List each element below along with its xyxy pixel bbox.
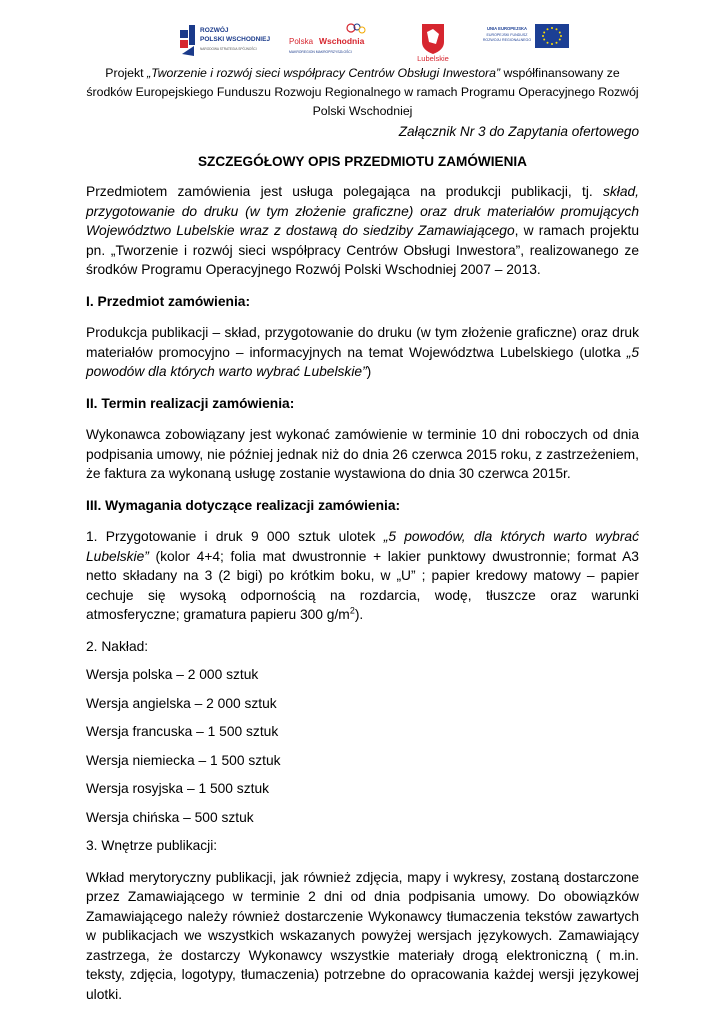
project-header [85,64,640,121]
section1-text-a: Produkcja publikacji – skład, przygotowanie do druku (w tym złożenie graficzne) oraz druk materiałów promocyjno – informacyjnych na temat Województwa Lubelskiego (ulotka [86,325,639,360]
pw-brand-b: Wschodnia [319,36,365,46]
header-prefix: Projekt [105,66,147,80]
eu-line1: UNIA EUROPEJSKA [486,26,528,31]
annex-label: Załącznik Nr 3 do Zapytania ofertowego [398,124,639,139]
rpw-line1: ROZWÓJ [200,27,229,34]
polska-wschodnia-logo [289,22,377,64]
lub-name: Lubelskie [417,54,449,62]
section1-text-c: ) [366,364,372,379]
header-suffix: współfinansowany ze środków Europejskiego Funduszu Rozwoju Regionalnego w ramach Programu Operacyjnego Rozwój Polski Wschodniej [86,66,639,118]
eu-line3: ROZWOJU REGIONALNEGO [482,38,532,42]
section3-p4: Wkład merytoryczny publikacji, jak również zdjęcia, mapy i wykresy, zostaną dostarczone przez Zamawiającego w terminie 2 dni od dnia podpisania umowy. Do obowiązków Zamawiającego należy również dostarczenie Wykonawcy tłumaczenia tekstów zawartych w publikacjach we wszystkich wskazanych powyżej wersjach językowych. Zamawiający zastrzega, że dostarczy Wykonawcy wszystkie materiały drogą elektroniczną ( m.in. teksty, zdjęcia, logotypy, tłumaczenia) potrzebne do opracowania każdej wersji językowej ulotki. [86,869,639,1002]
list-item: Wersja angielska – 2 000 sztuk [86,695,277,711]
document-body [86,182,639,1004]
list-item: Wersja rosyjska – 1 500 sztuk [86,781,270,796]
intro-b: skład, przygotowanie do druku (w tym złożenie graficzne) oraz druk materiałów promujących Województwo Lubelskie wraz z dostawą do siedziby Zamawiającego [86,184,639,238]
section3-p1 [86,527,639,625]
rpw-line2: POLSKI WSCHODNIEJ [200,36,271,43]
s3-p1-a: 1. Przygotowanie i druk 9 000 sztuk ulotek [86,529,384,544]
rozwoj-polski-wschodniej-logo [180,22,275,64]
header-project-name: „Tworzenie i rozwój sieci współpracy Centrów Obsługi Inwestora” [146,66,501,80]
list-item: Wersja polska – 2 000 sztuk [86,667,259,682]
section3-p2: 2. Nakład: [86,638,149,654]
s3-p1-sup: 2 [349,605,355,616]
s3-p1-b: „5 powodów, dla których warto wybrać Lubelskie” [86,529,639,564]
section2-heading: II. Termin realizacji zamówienia: [86,395,295,411]
section1-text [86,323,639,382]
eu-line2: EUROPEJSKI FUNDUSZ [486,33,528,37]
section1-text-b: „5 powodów dla których warto wybrać Lubelskie” [86,344,639,379]
list-item: Wersja niemiecka – 1 500 sztuk [86,752,281,768]
section3-heading: III. Wymagania dotyczące realizacji zamówienia: [86,497,401,513]
s3-p1-c: (kolor 4+4; folia mat dwustronnie + lakier punktowy dwustronnie; format A3 netto składany na 3 (2 bigi) po krótkim boku, w „U” ; papier kredowy matowy – papier cechuje się wysoką odpornością na rozdarcia, wodę, tłuszcze oraz warunki atmosferyczne; gramatura papieru 300 g/m [86,548,639,622]
section1-heading: I. Przedmiot zamówienia: [86,293,251,309]
lubelskie-logo [412,22,454,64]
rpw-line3: NARODOWA STRATEGIA SPÓJNOŚCI [200,47,257,51]
s3-p1-end: ). [354,607,364,622]
document-title: SZCZEGÓŁOWY OPIS PRZEDMIOTU ZAMÓWIENIA [197,154,528,169]
intro-paragraph [86,182,639,280]
section2-text: Wykonawca zobowiązany jest wykonać zamówienie w terminie 10 dni roboczych od dnia podpisania umowy, nie później jednak niż do dnia 26 czerwca 2015 roku, z zastrzeżeniem, że faktura za wykonaną usługę zostanie wystawiona do dnia 30 czerwca 2015r. [86,427,639,481]
versions-list [86,665,639,827]
pw-tagline: MAKROREGION MAKROPRZYSZŁOŚCI [289,50,352,54]
list-item: Wersja chińska – 500 sztuk [86,809,254,825]
list-item: Wersja francuska – 1 500 sztuk [86,724,279,739]
logo-bar [0,22,725,64]
intro-c: , w ramach projektu pn. „Tworzenie i rozwój sieci współpracy Centrów Obsługi Inwestora”, realizowanego ze środków Programu Operacyjnego Rozwój Polski Wschodniej 2007 – 2013. [86,223,639,277]
section3-p3: 3. Wnętrze publikacji: [86,838,218,853]
eu-logo [482,22,572,64]
intro-a: Przedmiotem zamówienia jest usługa polegająca na produkcji publikacji, tj. [86,184,603,199]
pw-brand-a: Polska [289,37,314,46]
